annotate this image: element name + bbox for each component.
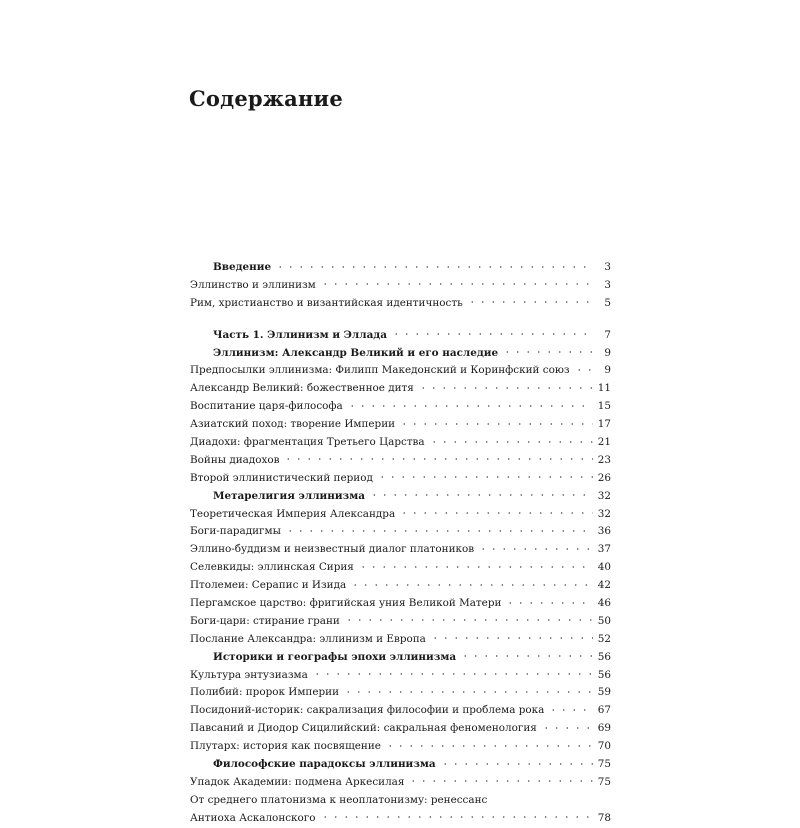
toc-entry-title: Историки и географы эпохи эллинизма [213,650,457,663]
toc-entry-page-number: 59 [597,686,611,699]
toc-entry [190,595,611,613]
toc-entry [190,434,611,452]
toc-entry-page-number: 40 [597,561,611,574]
toc-entry [190,523,611,541]
toc-entry [190,702,611,720]
toc-entry-page-number: 42 [597,579,611,592]
dot-leader [399,418,593,427]
dot-leader [429,436,593,445]
toc-entry [190,631,611,649]
toc-entry-page-number: 50 [597,614,611,627]
dot-leader [408,776,593,785]
toc-entry-title: Упадок Академии: подмена Аркесилая [190,775,405,788]
toc-entry-page-number: 11 [597,382,611,395]
toc-entry-title: Александр Великий: божественное дитя [190,382,414,395]
toc-entry [190,470,611,488]
toc-entry-title: Эллинизм: Александр Великий и его наследие [213,346,499,359]
toc-entry [190,667,611,685]
toc-entry-title: Полибий: пророк Империи [190,686,340,699]
toc-entry-page-number: 3 [604,261,611,273]
toc-entry [190,810,611,828]
dot-leader [344,615,593,624]
toc-entry-page-number: 46 [597,597,611,610]
toc-entry-page-number: 75 [597,775,611,788]
dot-leader [350,579,593,588]
toc-entry-title: Антиоха Аскалонского [190,811,316,824]
toc-entry-title: Часть 1. Эллинизм и Эллада [213,328,387,341]
toc-entry-page-number: 17 [597,418,611,431]
toc-entry-page-number: 78 [597,811,611,824]
toc-entry-page-number: 23 [597,453,611,466]
table-of-contents [190,259,611,828]
toc-entry-title: Теоретическая Империя Александра [190,507,396,520]
toc-entry-title: Птолемеи: Серапис и Изида [190,579,347,592]
toc-entry [190,559,611,577]
toc-entry [190,720,611,738]
dot-leader [283,454,593,463]
toc-entry-title: Пергамское царство: фригийская уния Великой Матери [190,597,502,610]
toc-entry [190,541,611,559]
toc-entry-title: Метарелигия эллинизма [213,489,365,502]
toc-entry-page-number: 36 [597,525,611,538]
toc-entry-page-number: 5 [604,296,611,309]
dot-leader [574,364,593,373]
dot-leader [369,490,593,499]
toc-entry [190,506,611,524]
dot-leader [358,561,593,570]
page-title: Содержание [189,86,343,111]
toc-entry [190,774,611,792]
dot-leader [440,758,593,767]
toc-entry [190,488,611,506]
dot-leader [467,297,593,306]
toc-entry-page-number: 56 [597,668,611,681]
toc-entry-page-number: 70 [597,740,611,753]
toc-entry-title: Рим, христианство и византийская идентичность [190,296,463,309]
dot-leader [285,525,593,534]
dot-leader [343,686,593,695]
dot-leader [541,722,593,731]
toc-entry [190,738,611,756]
toc-entry-page-number: 56 [597,650,611,663]
toc-entry-title: Боги-парадигмы [190,525,281,538]
toc-entry-title: Посидоний-историк: сакрализация философии и проблема рока [190,704,545,717]
toc-entry [190,613,611,631]
toc-entry [190,684,611,702]
dot-leader [391,329,593,338]
toc-entry-title: Плутарх: история как посвящение [190,740,381,753]
toc-entry-page-number: 75 [597,758,611,771]
toc-entry-title: От среднего платонизма к неоплатонизму: ренессанс [190,793,488,806]
dot-leader [505,597,593,606]
toc-entry [190,649,611,667]
toc-entry-title: Селевкиды: эллинская Сирия [190,561,354,574]
toc-entry-page-number: 67 [597,704,611,717]
toc-entry-page-number: 52 [597,632,611,645]
toc-entry [190,362,611,380]
toc-entry [190,380,611,398]
toc-entry-title: Воспитание царя-философа [190,400,343,413]
dot-leader [347,400,593,409]
toc-entry-page-number: 21 [597,436,611,449]
toc-entry [190,345,611,363]
toc-entry-page-number: 15 [597,400,611,413]
toc-entry-title: Азиатский поход: творение Империи [190,418,396,431]
toc-entry [190,792,611,810]
toc-entry-title: Введение [213,261,272,273]
toc-entry [190,756,611,774]
dot-leader [399,508,593,517]
toc-entry-page-number: 69 [597,722,611,735]
dot-leader [312,669,593,678]
toc-entry [190,277,611,295]
dot-leader [320,812,593,821]
toc-entry [190,259,611,277]
dot-leader [548,704,593,713]
dot-leader [385,740,593,749]
toc-entry-page-number: 32 [597,507,611,520]
toc-entry [190,416,611,434]
toc-entry-title: Культура энтузиазма [190,668,308,681]
dot-leader [430,633,593,642]
dot-leader [460,651,593,660]
dot-leader [377,472,593,481]
toc-entry-title: Эллинство и эллинизм [190,278,316,291]
toc-entry-title: Павсаний и Диодор Сицилийский: сакральная феноменология [190,722,537,735]
toc-entry [190,577,611,595]
toc-entry-title: Предпосылки эллинизма: Филипп Македонский и Коринфский союз [190,364,570,377]
toc-entry-page-number: 26 [597,471,611,484]
toc-entry-page-number: 32 [597,489,611,502]
toc-entry [190,398,611,416]
toc-entry-title: Диадохи: фрагментация Третьего Царства [190,436,425,449]
toc-entry-page-number: 9 [604,346,611,359]
dot-leader [502,347,593,356]
toc-entry [190,452,611,470]
dot-leader [275,261,593,270]
toc-entry-title: Послание Александра: эллинизм и Европа [190,632,426,645]
dot-leader [418,382,593,391]
toc-entry-title: Боги-цари: стирание грани [190,614,340,627]
toc-entry-title: Философские парадоксы эллинизма [213,758,436,771]
toc-entry-page-number: 7 [604,328,611,341]
toc-entry-title: Эллино-буддизм и неизвестный диалог платоников [190,543,475,556]
toc-entry-page-number: 9 [604,364,611,377]
toc-entry [190,295,611,313]
toc-entry-page-number: 37 [597,543,611,556]
toc-entry-title: Второй эллинистический период [190,471,373,484]
toc-entry-page-number: 3 [604,278,611,291]
toc-entry-title: Войны диадохов [190,453,280,466]
dot-leader [320,279,593,288]
dot-leader [478,543,593,552]
toc-entry [190,327,611,345]
